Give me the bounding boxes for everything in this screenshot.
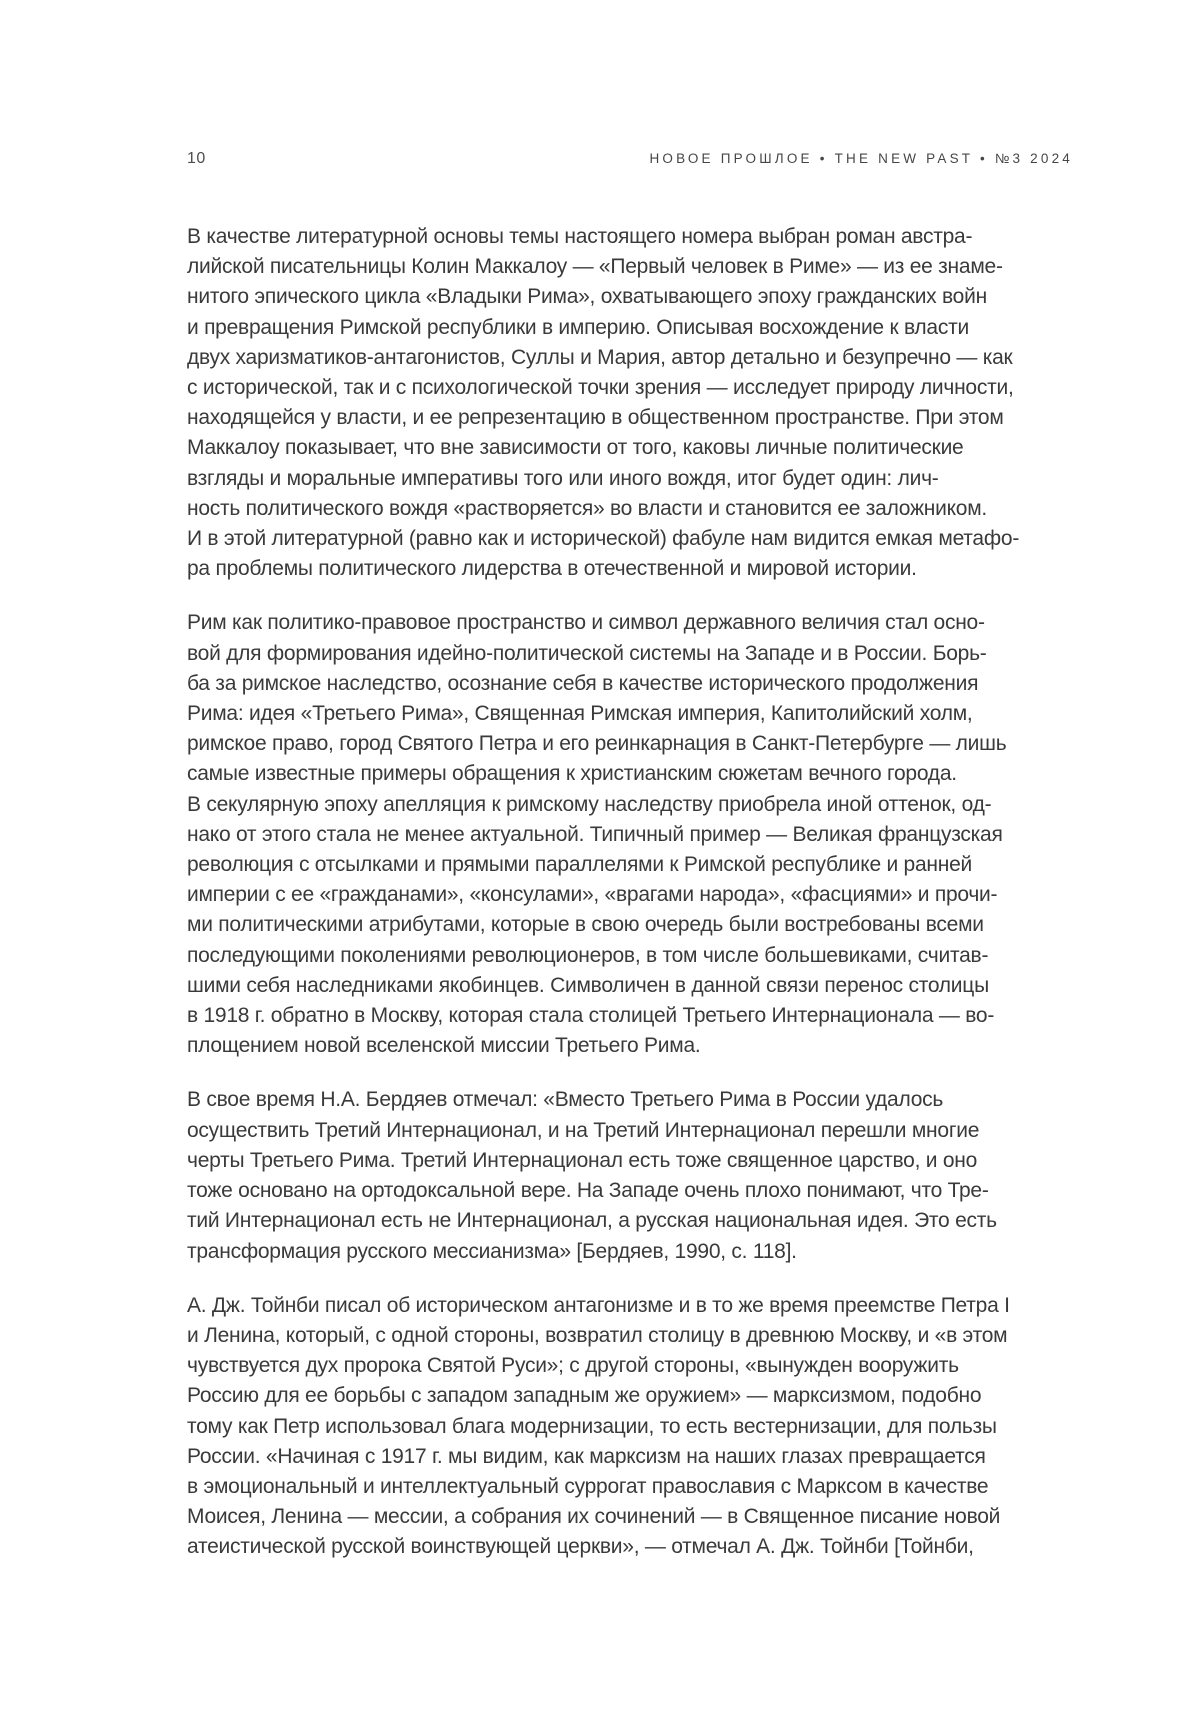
text-line: черты Третьего Рима. Третий Интернационал есть тоже священное царство, и оно [187, 1148, 978, 1172]
paragraph [187, 222, 1077, 584]
text-line: Маккалоу показывает, что вне зависимости от того, каковы личные политические [187, 436, 964, 460]
text-line: тому как Петр использовал блага модернизации, то есть вестернизации, для пользы [187, 1414, 997, 1438]
text-line: Рим как политико-правовое пространство и символ державного величия стал осно- [187, 611, 985, 635]
article-body [187, 222, 1077, 1587]
text-line: атеистической русской воинствующей церкви», — отмечал А. Дж. Тойнби [Тойнби, [187, 1535, 974, 1559]
text-line: Рима: идея «Третьего Рима», Священная Римская империя, Капитолийский холм, [187, 702, 973, 726]
text-line: шими себя наследниками якобинцев. Символичен в данной связи перенос столицы [187, 973, 989, 997]
paragraph [187, 1085, 1077, 1266]
text-line: осуществить Третий Интернационал, и на Третий Интернационал перешли многие [187, 1118, 980, 1142]
text-line: в 1918 г. обратно в Москву, которая стала столицей Третьего Интернационала — во- [187, 1004, 995, 1028]
text-line: двух харизматиков-антагонистов, Суллы и Мария, автор детально и безупречно — как [187, 345, 1013, 369]
paragraph [187, 608, 1077, 1061]
text-line: ба за римское наследство, осознание себя в качестве исторического продолжения [187, 671, 979, 695]
journal-title: НОВОЕ ПРОШЛОЕ • THE NEW PAST • №3 2024 [649, 151, 1073, 166]
text-line: Моисея, Ленина — мессии, а собрания их сочинений — в Священное писание новой [187, 1505, 1001, 1529]
text-line: вой для формирования идейно-политической системы на Западе и в России. Борь- [187, 641, 987, 665]
text-line: В качестве литературной основы темы настоящего номера выбран роман австра- [187, 225, 973, 248]
text-line: ми политическими атрибутами, которые в свою очередь были востребованы всеми [187, 913, 984, 937]
text-line: В свое время Н.А. Бердяев отмечал: «Вместо Третьего Рима в России удалось [187, 1088, 944, 1112]
text-line: ность политического вождя «растворяется» во власти и становится ее заложником. [187, 496, 988, 520]
text-line: лийской писательницы Колин Маккалоу — «Первый человек в Риме» — из ее знаме- [187, 255, 1003, 279]
text-line: находящейся у власти, и ее репрезентацию в общественном пространстве. При этом [187, 406, 1004, 430]
text-line: В секулярную эпоху апелляция к римскому наследству приобрела иной оттенок, од- [187, 792, 992, 816]
text-line: римское право, город Святого Петра и его реинкарнация в Санкт-Петербурге — лишь [187, 732, 1007, 756]
text-line: самые известные примеры обращения к христианским сюжетам вечного города. [187, 762, 957, 786]
text-line: И в этой литературной (равно как и исторической) фабуле нам видится емкая метафо- [187, 527, 1020, 551]
text-line: и Ленина, который, с одной стороны, возвратил столицу в древнюю Москву, и «в этом [187, 1323, 1008, 1347]
text-line: чувствуется дух пророка Святой Руси»; с другой стороны, «вынужден вооружить [187, 1354, 959, 1378]
text-line: революция с отсылками и прямыми параллелями к Римской республике и ранней [187, 853, 972, 877]
text-line: трансформация русского мессианизма» [Бердяев, 1990, с. 118]. [187, 1239, 797, 1263]
text-line: площением новой вселенской миссии Третьего Рима. [187, 1034, 701, 1058]
text-line: и превращения Римской республики в империю. Описывая восхождение к власти [187, 315, 969, 339]
text-line: нако от этого стала не менее актуальной. Типичный пример — Великая французская [187, 822, 1003, 846]
text-line: тий Интернационал есть не Интернационал, а русская национальная идея. Это есть [187, 1209, 997, 1233]
page-number: 10 [187, 150, 206, 167]
paragraph [187, 1291, 1077, 1563]
text-line: взгляды и моральные императивы того или иного вождя, итог будет один: лич- [187, 466, 939, 490]
text-line: в эмоциональный и интеллектуальный суррогат православия с Марксом в качестве [187, 1474, 989, 1498]
text-line: империи с ее «гражданами», «консулами», «врагами народа», «фасциями» и прочи- [187, 883, 998, 907]
text-line: А. Дж. Тойнби писал об историческом антагонизме и в то же время преемстве Петра I [187, 1293, 1010, 1317]
text-line: с исторической, так и с психологической точки зрения — исследует природу личности, [187, 376, 1014, 400]
text-line: ра проблемы политического лидерства в отечественной и мировой истории. [187, 557, 917, 581]
text-line: нитого эпического цикла «Владыки Рима», охватывающего эпоху гражданских войн [187, 285, 987, 309]
text-line: России. «Начиная с 1917 г. мы видим, как марксизм на наших глазах превращается [187, 1444, 986, 1468]
running-header [187, 150, 1073, 168]
text-line: последующими поколениями революционеров, в том числе большевиками, считав- [187, 943, 989, 967]
text-line: тоже основано на ортодоксальной вере. На Западе очень плохо понимают, что Тре- [187, 1179, 989, 1203]
text-line: Россию для ее борьбы с западом западным же оружием» — марксизмом, подобно [187, 1384, 982, 1408]
